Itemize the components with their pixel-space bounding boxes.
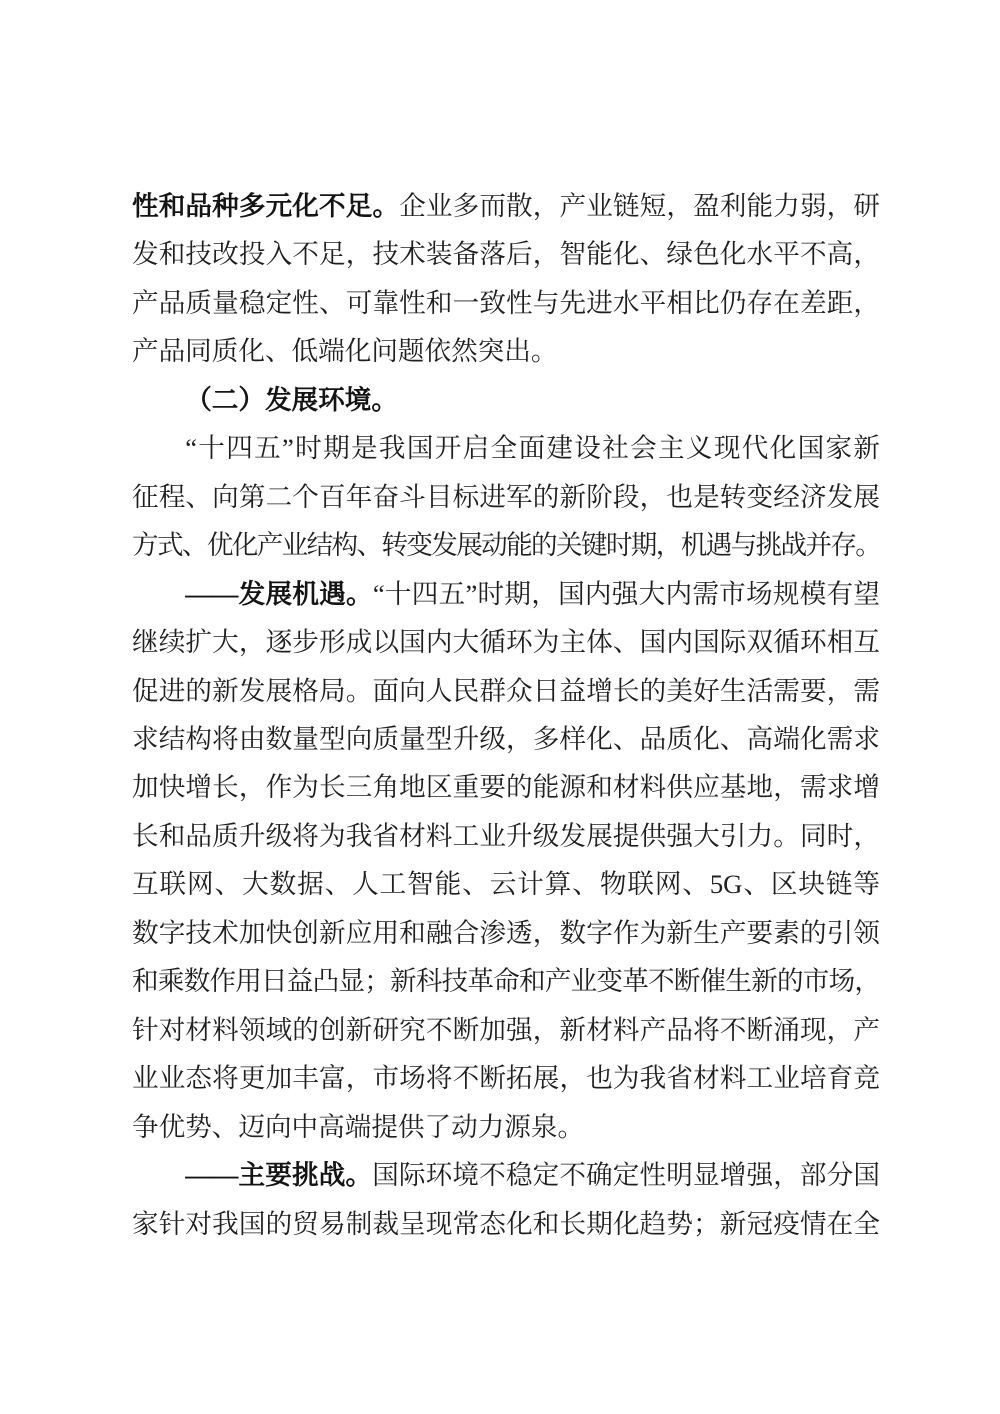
text-run: 针对材料领域的创新研究不断加强，新材料产品将不断涌现，产 xyxy=(132,1014,880,1045)
text-line xyxy=(132,860,880,908)
text-line xyxy=(132,957,880,1005)
text-run: 数字技术加快创新应用和融合渗透，数字作为新生产要素的引领 xyxy=(132,917,880,948)
text-line xyxy=(132,521,880,569)
text-line xyxy=(132,473,880,521)
text-run: 求结构将由数量型向质量型升级，多样化、品质化、高端化需求 xyxy=(132,723,880,754)
text-line xyxy=(132,230,880,278)
emphasis-text-run: 性和品种多元化不足。 xyxy=(132,191,400,221)
text-line xyxy=(132,182,880,230)
text-run: 方式、优化产业结构、转变发展动能的关键时期，机遇与挑战并存。 xyxy=(132,530,880,561)
text-run: 促进的新发展格局。面向人民群众日益增长的美好生活需要，需 xyxy=(132,675,880,706)
text-run: 征程、向第二个百年奋斗目标进军的新阶段，也是转变经济发展 xyxy=(132,481,880,512)
text-run: 产品同质化、低端化问题依然突出。 xyxy=(132,336,558,367)
text-line xyxy=(132,1151,880,1199)
text-line xyxy=(132,424,880,472)
text-line xyxy=(132,1006,880,1054)
text-run: “十四五”时期，国内强大内需市场规模有望 xyxy=(372,578,881,609)
text-run: “十四五”时期是我国开启全面建设社会主义现代化国家新 xyxy=(185,433,880,464)
text-run: 企业多而散，产业链短，盈利能力弱，研 xyxy=(399,191,880,221)
document-body xyxy=(132,182,880,1248)
section-heading-line xyxy=(132,376,880,424)
text-line xyxy=(132,279,880,327)
text-run: 业业态将更加丰富，市场将不断拓展，也为我省材料工业培育竞 xyxy=(132,1063,880,1094)
text-line xyxy=(132,327,880,375)
emphasis-text-run: （二）发展环境。 xyxy=(185,384,398,415)
text-run: 发和技改投入不足，技术装备落后，智能化、绿色化水平不高， xyxy=(132,239,880,270)
text-line xyxy=(132,909,880,957)
text-line xyxy=(132,570,880,618)
text-run: 和乘数作用日益凸显；新科技革命和产业变革不断催生新的市场， xyxy=(132,966,880,997)
text-line xyxy=(132,812,880,860)
text-run: 加快增长，作为长三角地区重要的能源和材料供应基地，需求增 xyxy=(132,772,880,803)
text-line xyxy=(132,715,880,763)
text-run: 互联网、大数据、人工智能、云计算、物联网、5G、区块链等 xyxy=(132,869,880,900)
text-run: 家针对我国的贸易制裁呈现常态化和长期化趋势；新冠疫情在全 xyxy=(132,1208,880,1239)
text-line xyxy=(132,1200,880,1248)
emphasis-text-run: ——主要挑战。 xyxy=(185,1160,373,1191)
text-line xyxy=(132,763,880,811)
emphasis-text-run: ——发展机遇。 xyxy=(185,578,373,609)
text-line xyxy=(132,618,880,666)
text-run: 产品质量稳定性、可靠性和一致性与先进水平相比仍存在差距， xyxy=(132,287,880,318)
text-run: 国际环境不稳定不确定性明显增强，部分国 xyxy=(372,1160,880,1191)
text-run: 长和品质升级将为我省材料工业升级发展提供强大引力。同时， xyxy=(132,820,880,851)
text-line xyxy=(132,667,880,715)
text-run: 继续扩大，逐步形成以国内大循环为主体、国内国际双循环相互 xyxy=(132,627,880,658)
text-run: 争优势、迈向中高端提供了动力源泉。 xyxy=(132,1111,585,1142)
text-line xyxy=(132,1054,880,1102)
text-line xyxy=(132,1103,880,1151)
